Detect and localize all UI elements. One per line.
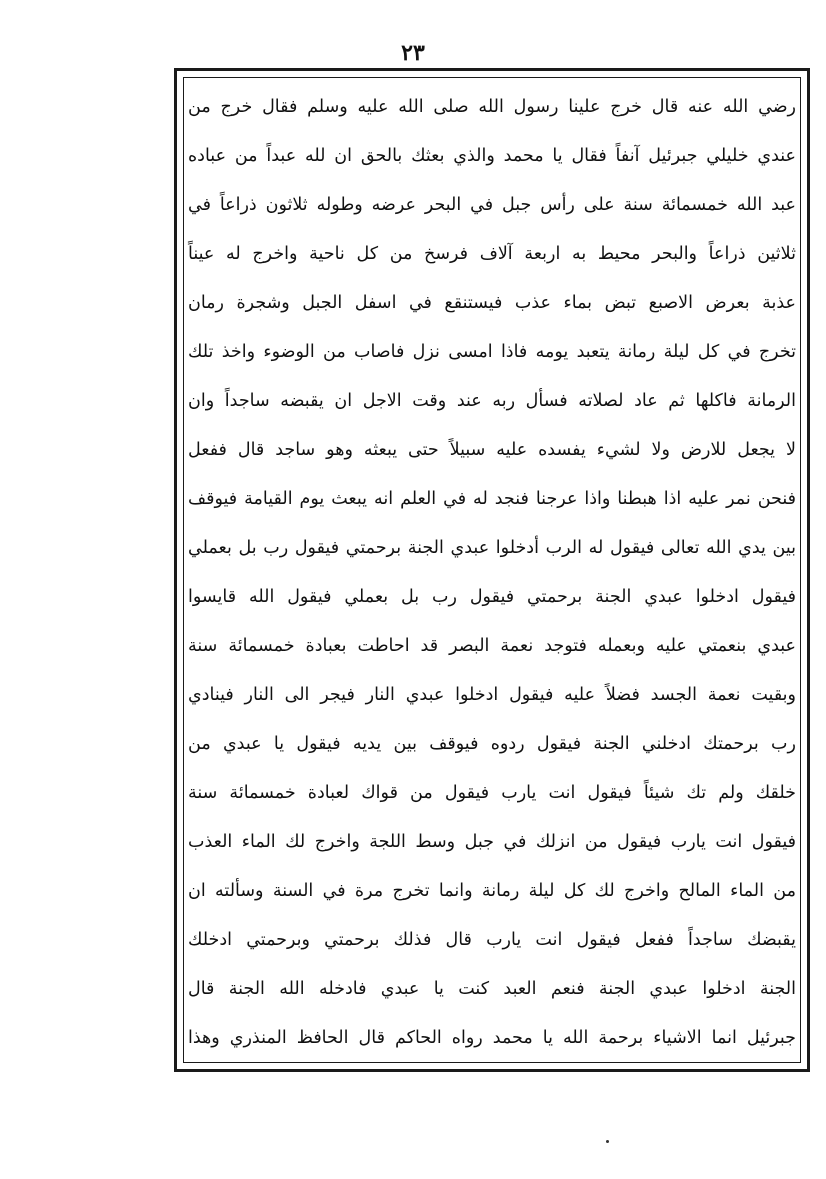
text-line: جبرئيل انما الاشياء برحمة الله يا محمد رواه الحاكم قال الحافظ المنذري وهذا [188, 1028, 796, 1048]
text-line: فيقول ادخلوا عبدي الجنة برحمتي فيقول رب بل بعملي فيقول الله قايسوا [188, 587, 796, 607]
text-line: فنحن نمر عليه اذا هبطنا واذا عرجنا فنجد له في العلم انه يبعث يوم القيامة فيوقف [188, 489, 796, 509]
text-line: عندي خليلي جبرئيل آنفاً فقال يا محمد والذي بعثك بالحق ان لله عبداً من عباده [188, 146, 796, 166]
text-line: عبدي بنعمتي عليه وبعمله فتوجد نعمة البصر قد احاطت بعبادة خمسمائة سنة [188, 636, 796, 656]
text-line: خلقك ولم تك شيئاً فيقول انت يارب فيقول من قواك لعبادة خمسمائة سنة [188, 783, 796, 803]
page-number: ٢٣ [401, 40, 425, 66]
text-line: تخرج في كل ليلة رمانة يتعبد يومه فاذا امسى نزل فاصاب من الوضوء واخذ تلك [188, 342, 796, 362]
text-line: ثلاثين ذراعاً والبحر محيط به اربعة آلاف فرسخ من كل ناحية واخرج له عيناً [188, 244, 796, 264]
text-line: بين يدي الله تعالى فيقول له الرب أدخلوا عبدي الجنة برحمتي فيقول رب بل بعملي [188, 538, 796, 558]
text-line: يقبضك ساجداً ففعل فيقول انت يارب قال فذلك برحمتي وبرحمتي ادخلك [188, 930, 796, 950]
text-line: من الماء المالح واخرج لك كل ليلة رمانة وانما تخرج مرة في السنة وسألته ان [188, 881, 796, 901]
text-line: لا يجعل للارض ولا لشيء يفسده عليه سبيلاً حتى يبعثه وهو ساجد قال ففعل [188, 440, 796, 460]
text-block [182, 84, 802, 1068]
text-line: فيقول انت يارب فيقول من انزلك في جبل وسط اللجة واخرج لك الماء العذب [188, 832, 796, 852]
scan-speck [606, 1140, 609, 1143]
text-line: رضي الله عنه قال خرج علينا رسول الله صلى الله عليه وسلم فقال خرج من [188, 97, 796, 117]
text-line: وبقيت نعمة الجسد فضلاً عليه فيقول ادخلوا عبدي النار فيجر الى النار فينادي [188, 685, 796, 705]
text-line: عبد الله خمسمائة سنة على رأس جبل في البحر عرضه وطوله ثلاثون ذراعاً في [188, 195, 796, 215]
text-line: الجنة ادخلوا عبدي الجنة فنعم العبد كنت يا عبدي فادخله الله الجنة قال [188, 979, 796, 999]
text-line: الرمانة فاكلها ثم عاد لصلاته فسأل ربه عند وقت الاجل ان يقبضه ساجداً وان [188, 391, 796, 411]
text-line: عذبة بعرض الاصبع تبض بماء عذب فيستنقع في اسفل الجبل وشجرة رمان [188, 293, 796, 313]
text-line: رب برحمتك ادخلني الجنة فيقول ردوه فيوقف بين يديه فيقول يا عبدي من [188, 734, 796, 754]
